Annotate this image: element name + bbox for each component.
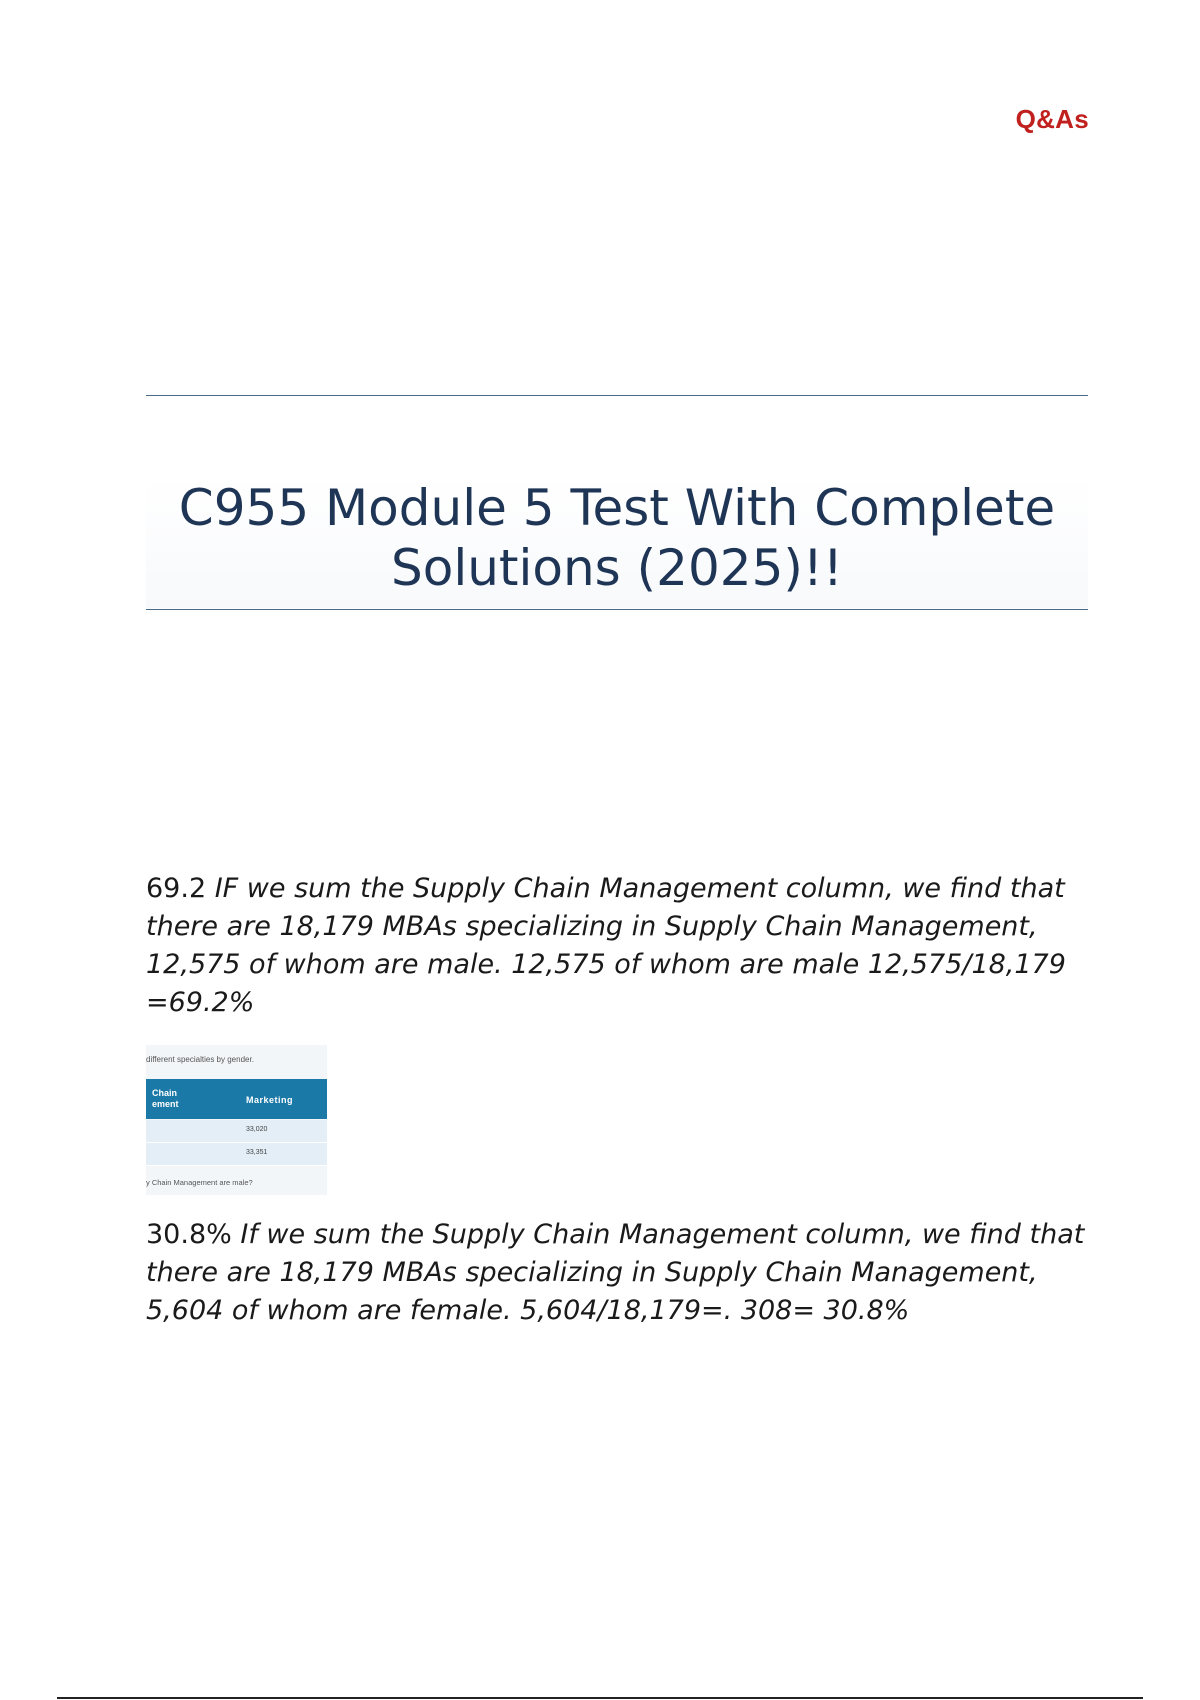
table-row [146, 1143, 327, 1166]
answer-1-value: 69.2 [146, 873, 207, 904]
table-row [146, 1120, 327, 1143]
title-rule-bottom [146, 609, 1088, 610]
table-snippet-column-1: Chain ement [152, 1088, 179, 1109]
table-snippet-column-2: Marketing [246, 1095, 294, 1105]
answer-1 [146, 870, 1086, 1022]
answer-2 [146, 1216, 1086, 1330]
table-cell: 33,351 [246, 1149, 268, 1156]
footer-rule [57, 1697, 1143, 1699]
table-cell: 33,020 [246, 1126, 268, 1133]
table-snippet-footnote: y Chain Management are male? [146, 1178, 253, 1187]
table-snippet-image [146, 1045, 327, 1195]
answer-2-value: 30.8% [146, 1219, 232, 1250]
answer-2-explanation: If we sum the Supply Chain Management column, we find that there are 18,179 MBAs specializing in Supply Chain Management, 5,604 of whom are female. 5,604/18,179=. 308= 30.8% [146, 1219, 1085, 1326]
document-title: C955 Module 5 Test With Complete Solutions (2025)!! [178, 479, 1056, 597]
title-rule-top [146, 395, 1088, 396]
answer-1-explanation: IF we sum the Supply Chain Management column, we find that there are 18,179 MBAs specializing in Supply Chain Management, 12,575 of whom are male. 12,575 of whom are male 12,575/18,179 =69.2% [146, 873, 1066, 1018]
header-badge: Q&As [1015, 104, 1089, 134]
table-snippet-caption: different specialties by gender. [146, 1055, 254, 1064]
